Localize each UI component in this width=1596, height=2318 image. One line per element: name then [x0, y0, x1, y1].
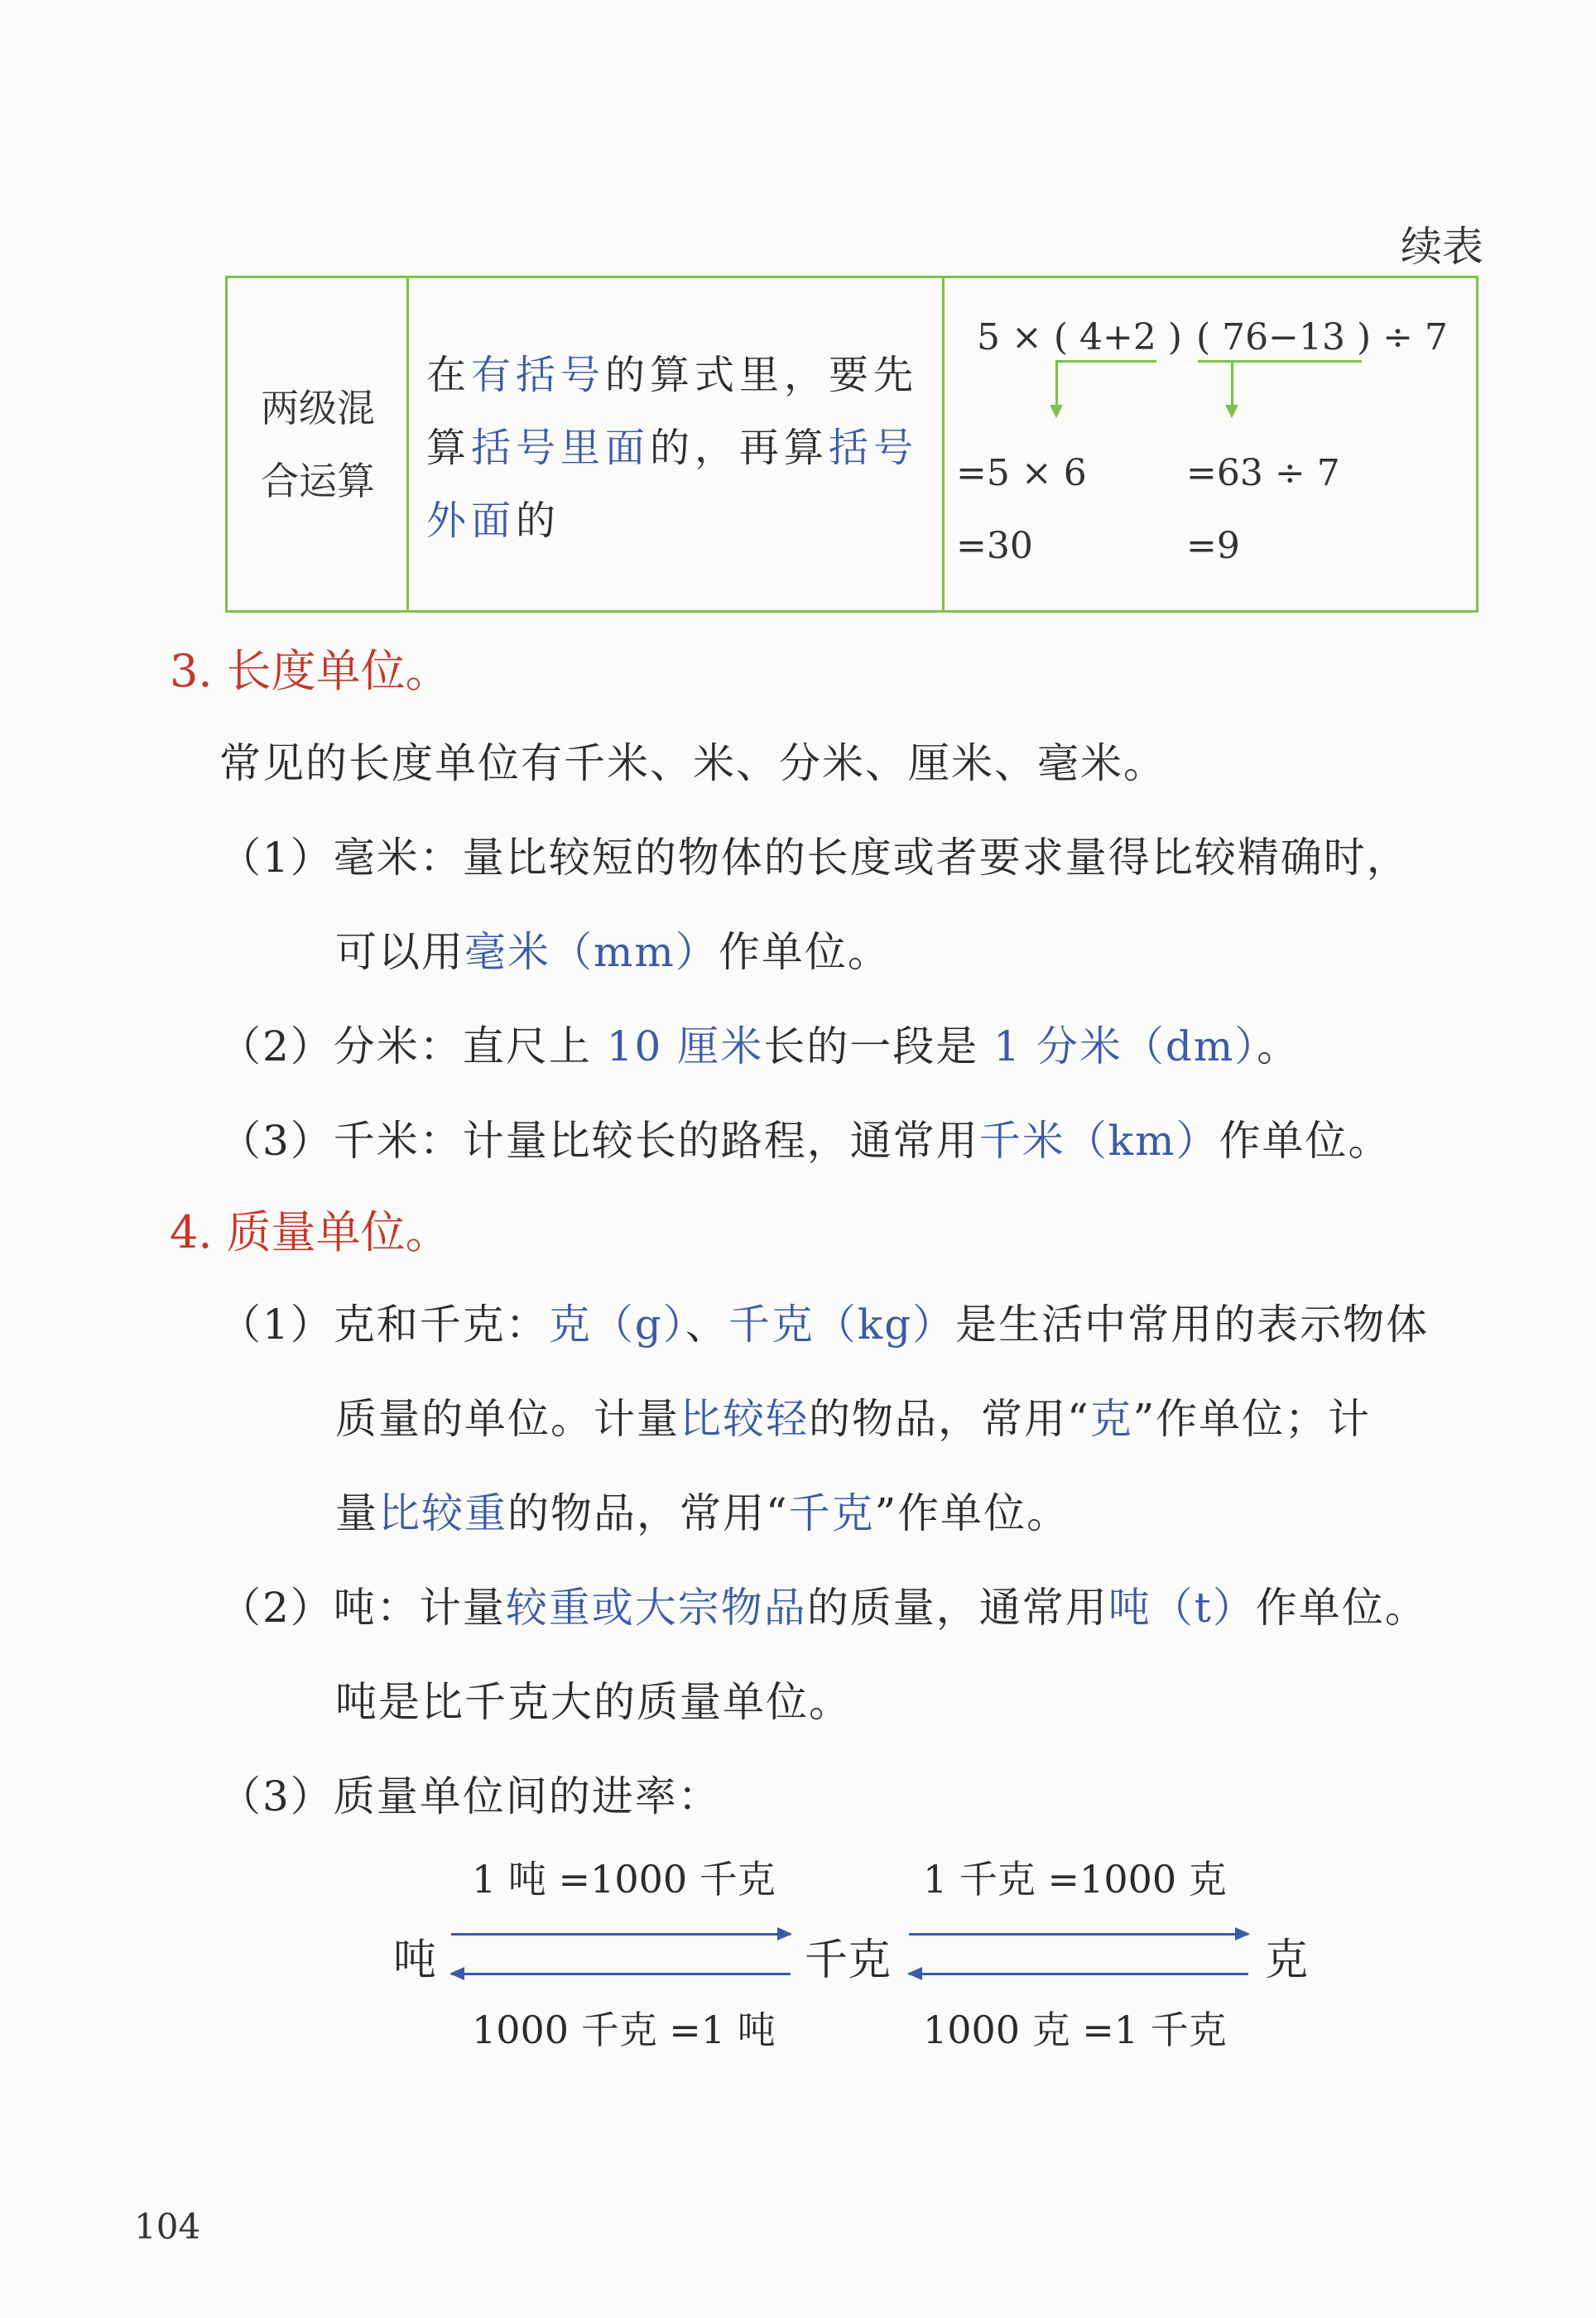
section4-heading: 4. 质量单位。: [170, 1206, 450, 1258]
rule-line: [426, 411, 948, 484]
text: 长的一段是: [763, 1022, 994, 1070]
keyword: 吨（t）: [1108, 1584, 1256, 1632]
rule-keyword: 有括号: [471, 352, 606, 398]
keyword: 千克（kg）: [728, 1301, 956, 1349]
rule-text: 的算式里，要先: [605, 352, 919, 398]
example2-arrow-head-icon: [1225, 405, 1238, 418]
operation-rule-table: [225, 276, 1478, 613]
keyword: 比较重: [378, 1489, 507, 1537]
rule-keyword: 括号: [829, 425, 919, 471]
expr-part: 5 ×: [977, 316, 1054, 358]
unit-gram: 克: [1265, 1936, 1309, 1985]
rule-text: 算: [426, 425, 472, 471]
text: 可以用: [335, 928, 464, 976]
row-label-line: 合运算: [261, 458, 375, 503]
rule-keyword: 外面: [426, 498, 517, 544]
continued-table-label: 续表: [1401, 223, 1483, 271]
text: 的物品，常用“: [507, 1489, 789, 1537]
keyword: 1 分米（dm）: [993, 1022, 1257, 1070]
example2-result: =9: [1186, 525, 1240, 567]
example2-underline: [1198, 360, 1362, 363]
keyword: 毫米（mm）: [464, 928, 719, 976]
conversion-top-left: 1 吨 =1000 千克: [472, 1857, 776, 1902]
unit-kilogram: 千克: [805, 1936, 892, 1985]
text: 量: [335, 1489, 378, 1537]
rule-keyword: 括号里面: [471, 425, 651, 471]
example2-arrow-stem: [1231, 360, 1233, 406]
text: 作单位。: [1219, 1117, 1392, 1165]
text: 是生活中常用的表示物体: [955, 1301, 1430, 1349]
example1-expression: [977, 316, 1182, 358]
example2-step: =63 ÷ 7: [1186, 452, 1340, 494]
section3-item3: [219, 1108, 1392, 1167]
keyword: 10 厘米: [606, 1022, 764, 1070]
section3-heading: 3. 长度单位。: [170, 645, 450, 697]
row-label-line: 两级混: [261, 385, 375, 430]
example2-expression: [1196, 316, 1448, 358]
text: （1）克和千克：: [219, 1301, 549, 1349]
section3-intro: 常见的长度单位有千米、米、分米、厘米、毫米。: [219, 739, 1166, 787]
rule-line: [426, 484, 948, 557]
rule-line: [426, 339, 948, 411]
section4-item2-line1: [219, 1575, 1428, 1634]
text: ”作单位。: [874, 1489, 1070, 1537]
conversion-top-right: 1 千克 =1000 克: [923, 1857, 1227, 1902]
rule-text: 的，再算: [650, 425, 829, 471]
example1-arrow-head-icon: [1050, 405, 1063, 418]
text: ”作单位；计: [1132, 1395, 1372, 1443]
keyword: 比较轻: [680, 1395, 809, 1443]
text: 作单位。: [718, 928, 891, 976]
arrow-right-icon: [909, 1933, 1248, 1936]
text: （2）分米：直尺上: [219, 1022, 607, 1070]
text: （2）吨：计量: [219, 1584, 506, 1632]
section4-item1-line1: [219, 1291, 1429, 1351]
rule-text: 在: [426, 352, 472, 398]
example1-result: =30: [956, 525, 1033, 567]
section4-item2-line2: 吨是比千克大的质量单位。: [335, 1678, 852, 1726]
section3-item1-line2: [335, 919, 891, 979]
text: 的质量，通常用: [806, 1584, 1108, 1632]
keyword: 克: [1089, 1395, 1133, 1443]
section4-item1-line3: [335, 1480, 1070, 1540]
text: 。: [1257, 1022, 1300, 1070]
expr-paren: ( 4+2 ): [1053, 316, 1183, 358]
example1-step: =5 × 6: [956, 452, 1087, 494]
text: 作单位。: [1255, 1584, 1428, 1632]
arrow-left-icon: [909, 1973, 1248, 1975]
example1-underline: [1057, 360, 1156, 363]
keyword: 千米（km）: [978, 1117, 1219, 1165]
keyword: 较重或大宗物品: [505, 1584, 807, 1632]
expr-part: ÷ 7: [1371, 316, 1448, 358]
text: 的物品，常用“: [809, 1395, 1090, 1443]
keyword: 千克: [788, 1489, 875, 1537]
text: （3）千米：计量比较长的路程，通常用: [219, 1117, 979, 1165]
table-rule-text: [426, 339, 948, 557]
arrow-left-icon: [451, 1973, 791, 1975]
table-row-label: [228, 278, 408, 610]
text: 、: [685, 1301, 728, 1349]
rule-text: 的: [516, 498, 561, 544]
text: 质量的单位。计量: [335, 1395, 680, 1443]
section4-item3: （3）质量单位间的进率：: [219, 1772, 721, 1820]
conversion-bottom-right: 1000 克 =1 千克: [923, 2008, 1227, 2052]
arrow-right-icon: [451, 1933, 791, 1936]
expr-paren: ( 76−13 ): [1196, 316, 1372, 358]
conversion-bottom-left: 1000 千克 =1 吨: [472, 2008, 776, 2052]
section3-item2: [219, 1013, 1300, 1073]
example1-arrow-stem: [1055, 360, 1058, 406]
section4-item1-line2: [335, 1386, 1371, 1445]
page-number: 104: [134, 2206, 201, 2247]
section3-item1-line1: （1）毫米：量比较短的物体的长度或者要求量得比较精确时，: [219, 834, 1410, 882]
unit-ton: 吨: [393, 1936, 437, 1985]
keyword: 克（g）: [548, 1301, 685, 1349]
